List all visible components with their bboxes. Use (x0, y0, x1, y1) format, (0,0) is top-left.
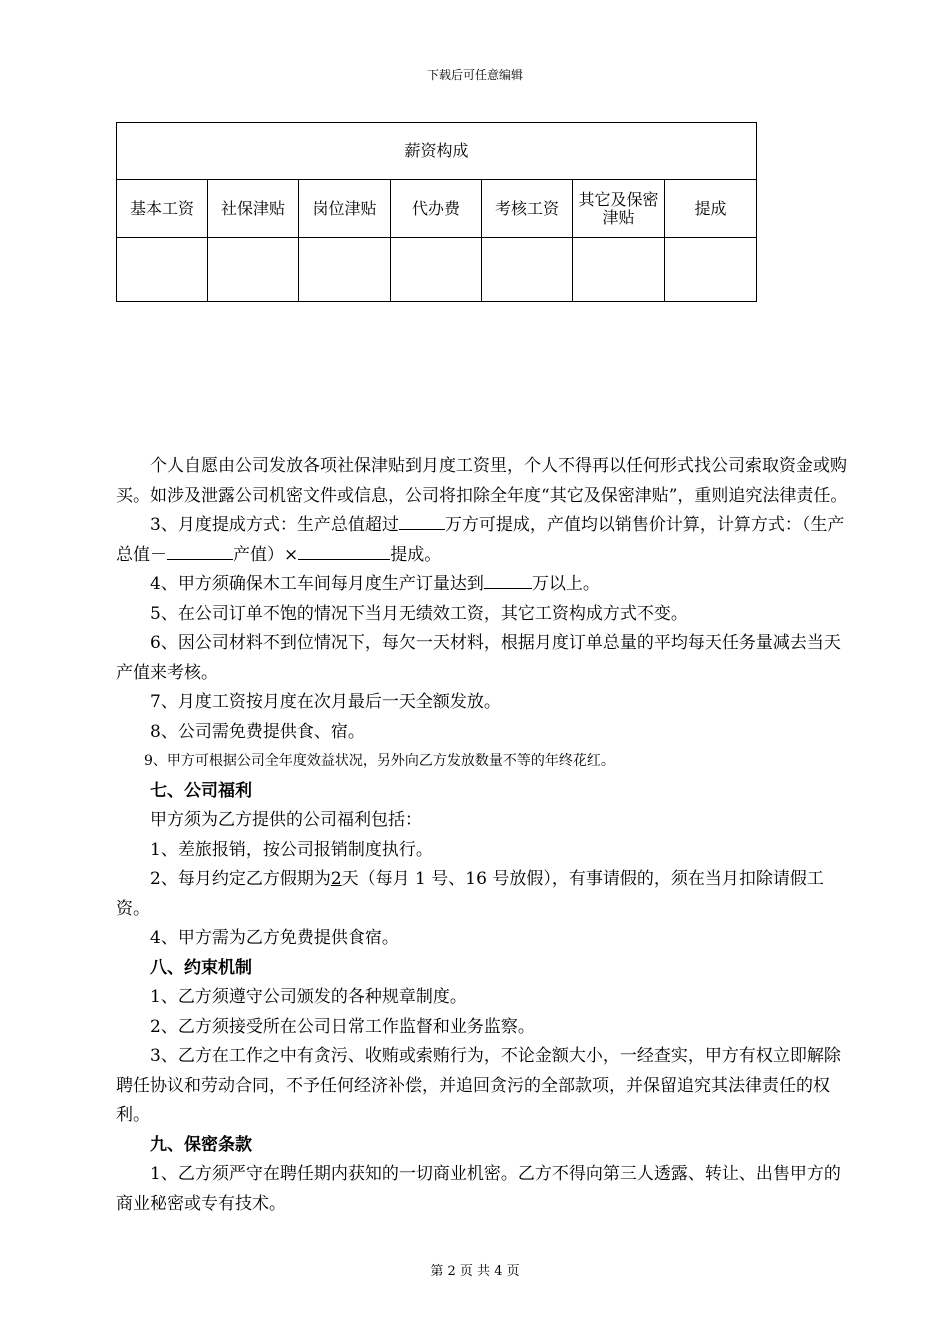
paragraph-no-performance-pay: 5、在公司订单不饱的情况下当月无绩效工资，其它工资构成方式不变。 (150, 603, 688, 624)
paragraph-rules: 1、乙方须遵守公司颁发的各种规章制度。 (150, 987, 467, 1007)
paragraph-payday: 7、月度工资按月度在次月最后一天全额发放。 (150, 692, 501, 712)
blank-field (167, 541, 233, 560)
blank-field (484, 570, 532, 589)
table-cell-empty (391, 238, 482, 302)
paragraph-year-end-bonus: 9、甲方可根据公司全年度效益状况，另外向乙方发放数量不等的年终花红。 (144, 753, 615, 769)
column-header-basic-salary: 基本工资 (117, 180, 208, 238)
paragraph-material-shortage: 6、因公司材料不到位情况下，每欠一天材料，根据月度订单总量的平均每天任务量减去当天产值来考核。 (116, 633, 841, 683)
section-heading-constraints: 八、约束机制 (150, 957, 252, 978)
paragraph-food-lodging: 4、甲方需为乙方免费提供食宿。 (150, 928, 399, 948)
paragraph-board-lodging: 8、公司需免费提供食、宿。 (150, 721, 365, 742)
paragraph-social-security: 个人自愿由公司发放各项社保津贴到月度工资里，个人不得再以任何形式找公司索取资金或购买。如涉及泄露公司机密文件或信息，公司将扣除全年度“其它及保密津贴”，重则追究法律责任。 (116, 456, 848, 506)
paragraph-trade-secrets: 1、乙方须严守在聘任期内获知的一切商业机密。乙方不得向第三人透露、转让、出售甲方的商业秘密或专有技术。 (116, 1164, 841, 1214)
table-cell-empty (299, 238, 391, 302)
table-cell-empty (117, 238, 208, 302)
column-header-commission: 提成 (665, 180, 757, 238)
salary-table-title: 薪资构成 (117, 123, 757, 180)
table-cell-empty (208, 238, 299, 302)
paragraph-travel-reimbursement: 1、差旅报销，按公司报销制度执行。 (150, 839, 433, 860)
salary-table (116, 122, 757, 302)
paragraph-benefits-intro: 甲方须为乙方提供的公司福利包括： (150, 810, 422, 830)
column-header-confidentiality-allowance: 其它及保密津贴 (573, 180, 665, 238)
paragraph-production-target: 4、甲方须确保木工车间每月度生产订量达到 万以上。 (116, 570, 850, 600)
column-header-social-security: 社保津贴 (208, 180, 299, 238)
paragraph-commission-method: 3、月度提成方式：生产总值超过 万方可提成，产值均以销售价计算，计算方式：（生产总值－ 产值）× 提成。 (116, 511, 850, 570)
page-header: 下载后可任意编辑 (426, 68, 523, 82)
table-cell-empty (573, 238, 665, 302)
page-footer: 第 2 页 共 4 页 (430, 1264, 520, 1279)
column-header-position-allowance: 岗位津贴 (299, 180, 391, 238)
section-heading-confidentiality: 九、保密条款 (150, 1134, 252, 1155)
paragraph-supervision: 2、乙方须接受所在公司日常工作监督和业务监察。 (150, 1016, 535, 1037)
document-body (116, 452, 850, 1219)
blank-field (399, 511, 445, 530)
paragraph-monthly-leave: 2、每月约定乙方假期为2天（每月 1 号、16 号放假），有事请假的，须在当月扣除请假工资。 (116, 869, 824, 919)
table-cell-empty (665, 238, 757, 302)
table-cell-empty (482, 238, 573, 302)
section-heading-benefits: 七、公司福利 (150, 780, 252, 801)
paragraph-corruption: 3、乙方在工作之中有贪污、收贿或索贿行为，不论金额大小，一经查实，甲方有权立即解除聘任协议和劳动合同，不予任何经济补偿，并追回贪污的全部款项，并保留追究其法律责任的权利。 (116, 1046, 841, 1125)
column-header-agency-fee: 代办费 (391, 180, 482, 238)
blank-field (298, 541, 390, 560)
column-header-assessment-salary: 考核工资 (482, 180, 573, 238)
